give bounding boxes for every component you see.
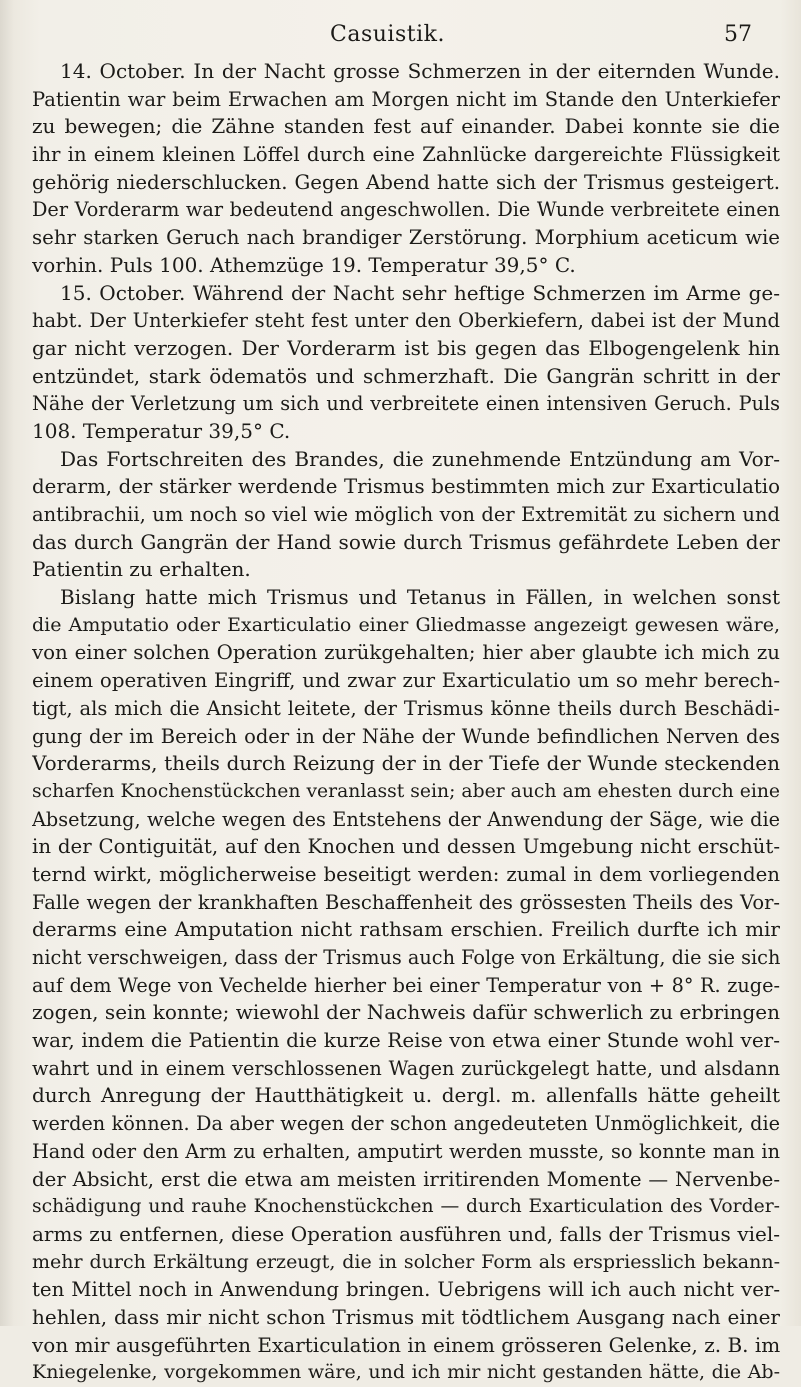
text-line: Absetzung, welche wegen des Entstehens der Anwendung der Säge, wie die [32,807,780,831]
text-line: scharfen Knochenstückchen veranlasst sein; aber auch am ehesten durch eine [32,780,780,802]
text-line: antibrachii, um noch so viel wie möglich von der Extremität zu sichern und [32,503,780,526]
text-line: gung der im Bereich oder in der Nähe der Wunde befindlichen Nerven des [32,724,780,748]
text-line: derarm, der stärker werdende Trismus bestimmten mich zur Exarticulatio [32,475,780,499]
text-line: zu bewegen; die Zähne standen fest auf einander. Dabei konnte sie die [32,114,780,139]
text-line: die Amputatio oder Exarticulatio einer Gliedmasse angezeigt gewesen wäre, [32,613,780,636]
page-number: 57 [724,22,752,47]
text-line: arms zu entfernen, diese Operation ausführen und, falls der Trismus viel- [32,1221,780,1246]
text-line: ten Mittel noch in Anwendung bringen. Uebrigens will ich auch nicht ver- [32,1278,780,1302]
text-line: Nähe der Verletzung um sich und verbreitete einen intensiven Geruch. Puls [32,392,780,416]
text-line: zogen, sein konnte; wiewohl der Nachweis dafür schwerlich zu erbringen [32,1000,780,1025]
running-head [0,12,801,52]
text-line: in der Contiguität, auf den Knochen und dessen Umgebung nicht erschüt- [32,835,780,859]
text-line: entzündet, stark ödematös und schmerzhaft. Die Gangrän schritt in der [32,363,780,388]
text-line: Patientin war beim Erwachen am Morgen nicht im Stande den Unterkiefer [32,87,780,111]
text-line: von einer solchen Operation zurükgehalten; hier aber glaubte ich mich zu [32,641,780,665]
text-line: Hand oder den Arm zu erhalten, amputirt werden musste, so konnte man in [32,1139,780,1163]
text-line: das durch Gangrän der Hand sowie durch Trismus gefährdete Leben der [32,529,780,554]
text-line: derarms eine Amputation nicht rathsam erschien. Freilich durfte ich mir [32,917,780,942]
running-title: Casuistik. [330,22,445,47]
text-line: Falle wegen der krankhaften Beschaffenheit des grössesten Theils des Vor- [32,890,780,914]
text-line: Kniegelenke, vorgekommen wäre, und ich mir nicht gestanden hätte, die Ab- [32,1361,780,1384]
text-line: mehr durch Erkältung erzeugt, die in solcher Form als erspriesslich bekann- [32,1250,780,1273]
text-line: ihr in einem kleinen Löffel durch eine Zahnlücke dargereichte Flüssigkeit [32,143,780,167]
text-line: habt. Der Unterkiefer steht fest unter den Oberkiefern, dabei ist der Mund [32,309,780,333]
body-text [32,58,780,1387]
text-line: einem operativen Eingriff, und zwar zur Exarticulatio um so mehr berech- [32,669,780,693]
text-line: wahrt und in einem verschlossenen Wagen zurückgelegt hatte, und alsdann [32,1056,780,1080]
text-line: gar nicht verzogen. Der Vorderarm ist bis gegen das Elbogengelenk hin [32,335,780,360]
text-line: hehlen, dass mir nicht schon Trismus mit tödtlichem Ausgang nach einer [32,1304,780,1329]
text-line: Patientin zu erhalten. [32,557,251,582]
text-line: von mir ausgeführten Exarticulation in einem grösseren Gelenke, z. B. im [32,1332,780,1357]
text-line: Der Vorderarm war bedeutend angeschwollen. Die Wunde verbreitete einen [32,198,780,222]
text-line: 108. Temperatur 39,5° C. [32,418,291,443]
text-line: schädigung und rauhe Knochenstückchen — durch Exarticulation des Vorder- [32,1196,780,1218]
text-line: vorhin. Puls 100. Athemzüge 19. Temperatur 39,5° C. [32,252,576,277]
text-line: nicht verschweigen, dass der Trismus auch Folge von Erkältung, die sie sich [32,946,780,969]
text-line: Das Fortschreiten des Brandes, die zunehmende Entzündung am Vor- [60,446,780,471]
text-line: Vorderarms, theils durch Reizung der in der Tiefe der Wunde steckenden [32,751,780,776]
text-line: war, indem die Patientin die kurze Reise von etwa einer Stunde wohl ver- [32,1028,780,1053]
text-line: durch Anregung der Hautthätigkeit u. dergl. m. allenfalls hätte geheilt [32,1083,780,1108]
text-line: auf dem Wege von Vechelde hierher bei einer Temperatur von + 8° R. zuge- [32,973,780,997]
text-line: sehr starken Geruch nach brandiger Zerstörung. Morphium aceticum wie [32,226,780,250]
text-line: 14. October. In der Nacht grosse Schmerzen in der eiternden Wunde. [60,59,780,83]
text-line: ternd wirkt, möglicherweise beseitigt werden: zumal in dem vorliegenden [32,862,780,886]
page-edge-shadow [0,0,14,1326]
text-line: Bislang hatte mich Trismus und Tetanus in Fällen, in welchen sonst [60,585,780,610]
text-line: tigt, als mich die Ansicht leitete, der Trismus könne theils durch Beschädi- [32,696,780,720]
text-line: der Absicht, erst die etwa am meisten irritirenden Momente — Nervenbe- [32,1167,780,1191]
text-line: werden können. Da aber wegen der schon angedeuteten Unmöglichkeit, die [32,1112,780,1136]
text-line: 15. October. Während der Nacht sehr heftige Schmerzen im Arme ge- [60,280,780,305]
text-line: gehörig niederschlucken. Gegen Abend hatte sich der Trismus gesteigert. [32,170,780,194]
